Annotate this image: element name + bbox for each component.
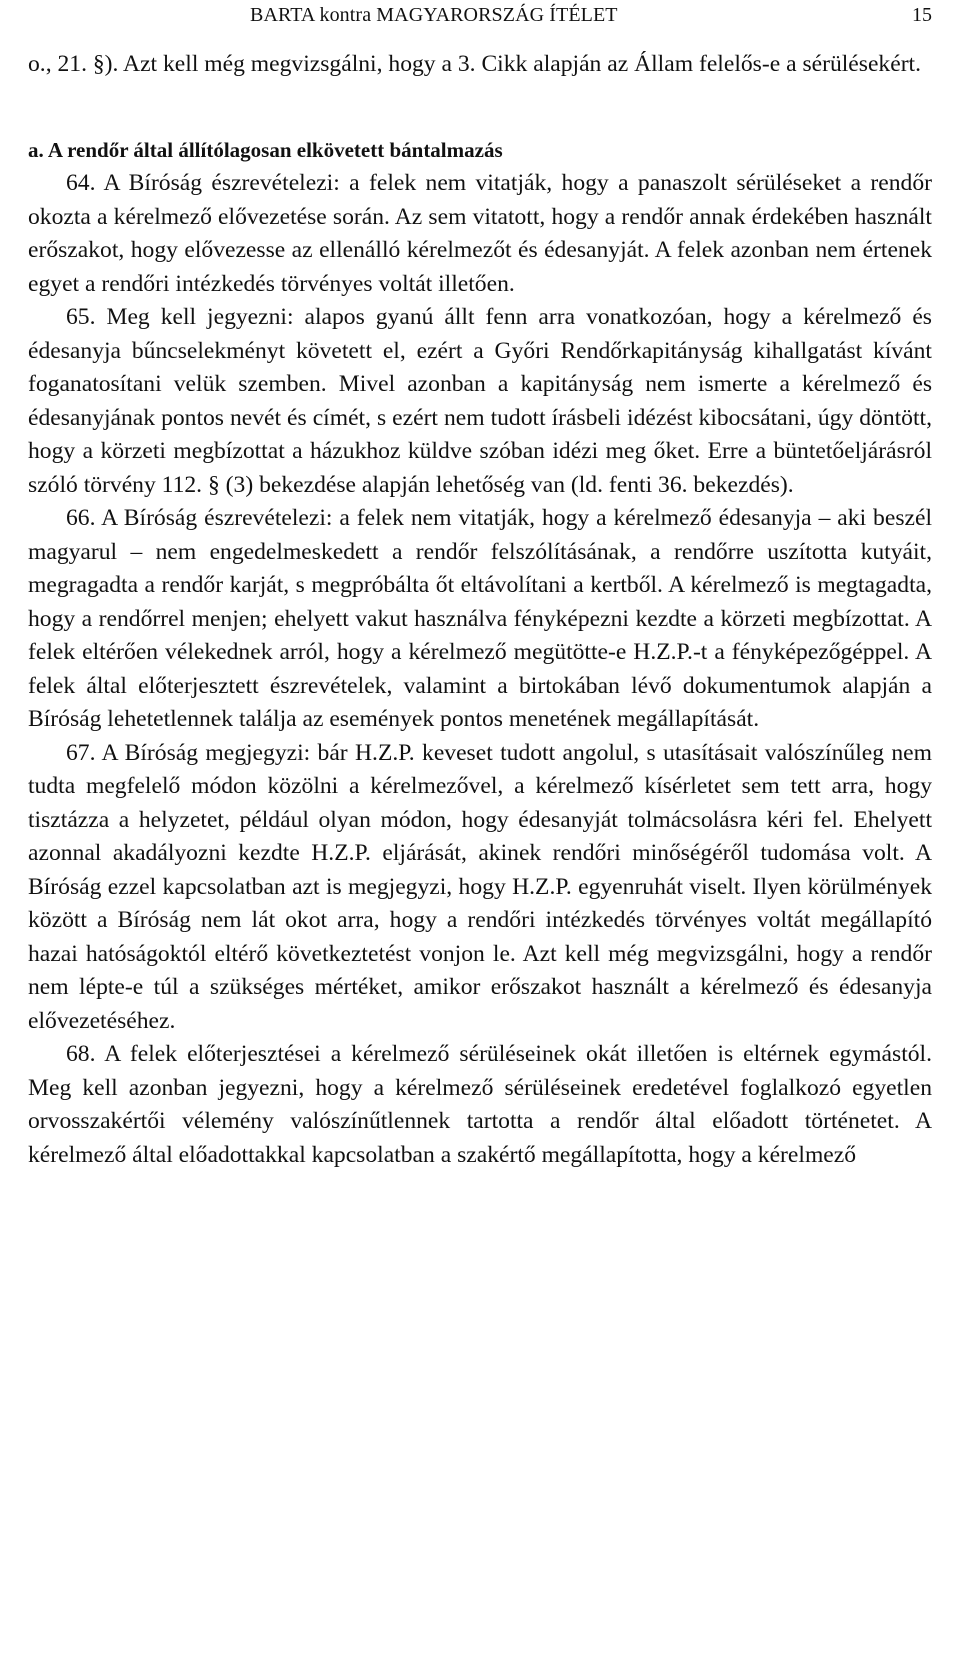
paragraph-68: 68. A felek előterjesztései a kérelmező sérüléseinek okát illetően is eltérnek egymástól. Meg kell azonban jegyezni, hogy a kérelmező sérüléseinek eredetével foglalkozó egyetlen orvosszakértői vélemény valószínűtlennek tartotta a rendőr által előadott történetet. A kérelmező által előadottakkal kapcsolatban a szakértő megállapította, hogy a kérelmező: [28, 1041, 932, 1168]
paragraph-67: 67. A Bíróság megjegyzi: bár H.Z.P. keveset tudott angolul, s utasításait valószínűleg nem tudta megfelelő módon közölni a kérelmezővel, a kérelmező kísérletet sem tett arra, hogy tisztázza a helyzetet, például olyan módon, hogy édesanyját tolmácsolásra kéri fel. Ehelyett azonnal akadályozni kezdte H.Z.P. eljárását, akinek rendőri minőségéről tudomása volt. A Bíróság ezzel kapcsolatban azt is megjegyzi, hogy H.Z.P. egyenruhát viselt. Ilyen körülmények között a Bíróság nem lát okot arra, hogy a rendőri intézkedés törvényes voltát megállapító hazai hatóságoktól eltérő következtetést vonjon le. Azt kell még megvizsgálni, hogy a rendőr nem lépte-e túl a szükséges mértéket, amikor erőszakot használt a kérelmező és édesanyja elővezetéséhez.: [28, 739, 932, 1034]
continued-paragraph: o., 21. §). Azt kell még megvizsgálni, hogy a 3. Cikk alapján az Állam felelős-e a sérülésekért.: [28, 51, 922, 77]
document-page: [28, 0, 932, 1172]
paragraph-64: 64. A Bíróság észrevételezi: a felek nem vitatják, hogy a panaszolt sérüléseket a rendőr okozta a kérelmező elővezetése során. Az sem vitatott, hogy a rendőr annak érdekében használt erőszakot, hogy elővezesse az ellenálló kérelmezőt és édesanyját. A felek azonban nem értenek egyet a rendőri intézkedés törvényes voltát illetően.: [28, 170, 932, 297]
page-number: 15: [912, 4, 932, 26]
document-body: [28, 48, 932, 1172]
section-heading: a. A rendőr által állítólagosan elkövetett bántalmazás: [28, 137, 503, 162]
header-title: BARTA kontra MAGYARORSZÁG ÍTÉLET: [250, 4, 618, 26]
paragraph-65: 65. Meg kell jegyezni: alapos gyanú állt fenn arra vonatkozóan, hogy a kérelmező és édesanyja bűncselekményt követett el, ezért a Győri Rendőrkapitányság kihallgatást kívánt foganatosítani velük szemben. Mivel azonban a kapitányság nem ismerte a kérelmező és édesanyjának pontos nevét és címét, s ezért nem tudott írásbeli idézést kibocsátani, úgy döntött, hogy a körzeti megbízottat a házukhoz küldve szóban idézi meg őket. Erre a büntetőeljárásról szóló törvény 112. § (3) bekezdése alapján lehetőség van (ld. fenti 36. bekezdés).: [28, 304, 932, 498]
paragraph-66: 66. A Bíróság észrevételezi: a felek nem vitatják, hogy a kérelmező édesanyja – aki beszél magyarul – nem engedelmeskedett a rendőr felszólításának, a rendőrre uszította kutyáit, megragadta a rendőr karját, s megpróbálta őt eltávolítani a kertből. A kérelmező is megtagadta, hogy a rendőrrel menjen; ehelyett vakut használva fényképezni kezdte a körzeti megbízottat. A felek eltérően vélekednek arról, hogy a kérelmező megütötte-e H.Z.P.-t a fényképezőgéppel. A felek által előterjesztett észrevételek, valamint a birtokában lévő dokumentumok alapján a Bíróság lehetetlennek találja az események pontos menetének megállapítását.: [28, 505, 932, 732]
running-header: [28, 4, 932, 38]
